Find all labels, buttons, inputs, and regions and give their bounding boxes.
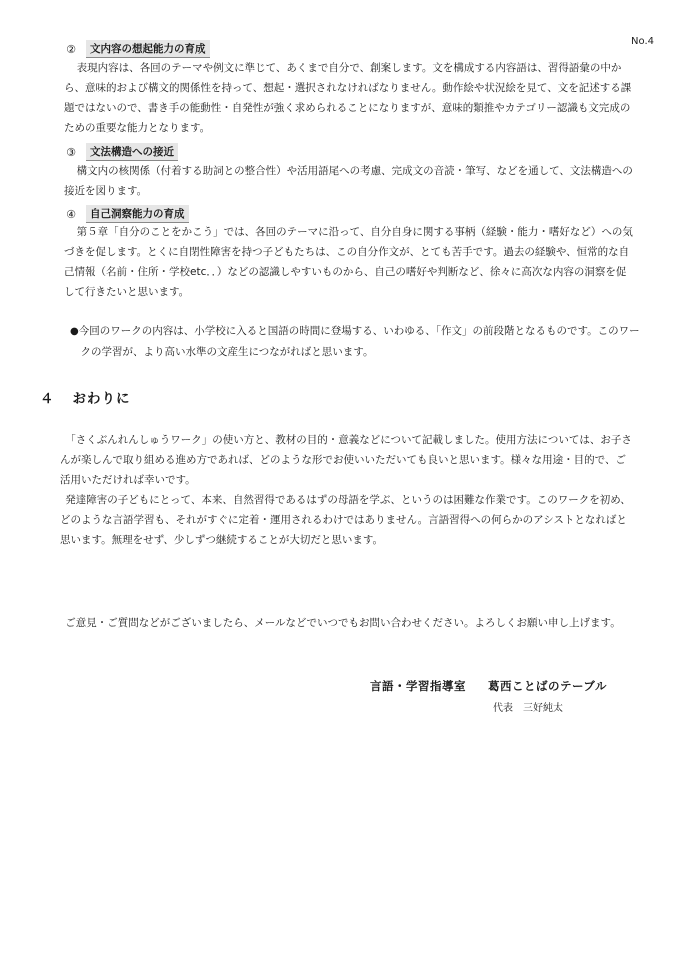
item-body-2: 表現内容は、各回のテーマや例文に準じて、あくまで自分で、創案します。文を構成する内容語は、習得語彙の中から、意味的および構文的関係性を持って、想起・選択されなければなりません。動作絵や状況絵を見て、文を記述する課題ではないので、書き手の能動性・自発性が強く求められることになりますが、意味的類推やカテゴリー認識も文完成のための重要な能力となります。	[64, 62, 632, 134]
contact-paragraph: ご意見・ご質問などがございましたら、メールなどでいつでもお問い合わせください。よろしくお願い申し上げます。	[65, 617, 621, 629]
item-body-4: 第５章「自分のことをかこう」では、各回のテーマに沿って、自分自身に関する事柄（経験・能力・嗜好など）への気づきを促します。とくに自閉性障害を持つ子どもたちは、この自分作文が、とても苦手です。過去の経験や、恒常的な自己情報（名前・住所・学校etc．．）などの認識しやすいものから、自己の嗜好や判断など、徐々に高次な内容の洞察を促して行きたいと思います。	[64, 226, 633, 298]
item-heading-4	[64, 205, 189, 223]
item-heading-text: 文法構造への接近	[86, 143, 178, 161]
signature-name: 葛西ことばのテーブル	[488, 679, 607, 693]
closing-paragraph-2: 発達障害の子どもにとって、本来、自然習得であるはずの母語を学ぶ、というのは困難な作業です。このワークを初め、どのような言語学習も、それがすぐに定着・運用されるわけではありません。言語習得への何らかのアシストとなればと思います。無理をせず、少しずつ継続することが大切だと思います。	[60, 494, 631, 546]
bullet-paragraph	[70, 321, 645, 362]
page-number: No.4	[631, 36, 654, 47]
section-title: おわりに	[72, 391, 131, 407]
section-heading	[40, 387, 131, 407]
signature	[370, 678, 607, 694]
item-number: ②	[66, 42, 76, 56]
item-number: ④	[66, 207, 76, 221]
item-heading-text: 自己洞察能力の育成	[86, 205, 189, 223]
signature-representative: 代表 三好純太	[493, 703, 563, 714]
item-heading-2	[64, 40, 210, 58]
closing-paragraph-1: 「さくぶんれんしゅうワーク」の使い方と、教材の目的・意義などについて記載しました。使用方法については、お子さんが楽しんで取り組める進め方であれば、どのような形でお使いいただいても良いと思います。様々な用途・目的で、ご活用いただければ幸いです。	[60, 434, 632, 486]
bullet-text: 今回のワークの内容は、小学校に入ると国語の時間に登場する、いわゆる、「作文」の前段階となるものです。このワークの学習が、より高い水準の文産生につながればと思います。	[78, 325, 640, 358]
bullet-icon: ●	[70, 326, 79, 337]
item-number: ③	[66, 145, 76, 159]
section-number: ４	[40, 391, 55, 407]
item-heading-3	[64, 143, 178, 161]
item-heading-text: 文内容の想起能力の育成	[86, 40, 210, 58]
item-body-3: 構文内の核関係（付着する助詞との整合性）や活用語尾への考慮、完成文の音読・筆写、などを通して、文法構造への接近を図ります。	[64, 165, 633, 197]
signature-org: 言語・学習指導室	[370, 679, 466, 693]
